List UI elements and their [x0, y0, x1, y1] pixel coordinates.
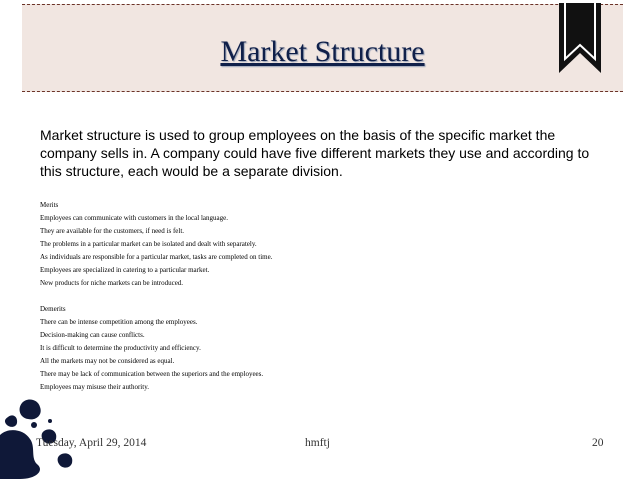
merit-item: As individuals are responsible for a particular market, tasks are completed on time. [40, 253, 273, 261]
footer-date: Tuesday, April 29, 2014 [36, 437, 147, 449]
title-band [22, 4, 623, 92]
demerit-item: There may be lack of communication between the superiors and the employees. [40, 370, 264, 378]
footer-page-number: 20 [592, 437, 604, 449]
merit-item: The problems in a particular market can be isolated and dealt with separately. [40, 240, 257, 248]
intro-paragraph: Market structure is used to group employees on the basis of the specific market the company sells in. A company could have five different markets they use and according to this structure, each would be a separate division. [40, 127, 590, 179]
merit-item: Employees are specialized in catering to a particular market. [40, 266, 210, 274]
demerit-item: It is difficult to determine the productivity and efficiency. [40, 344, 201, 352]
demerit-item: Employees may misuse their authority. [40, 383, 149, 391]
slide-title: Market Structure [220, 35, 425, 68]
merit-item: New products for niche markets can be introduced. [40, 279, 184, 287]
footer-author: hmftj [305, 437, 330, 449]
demerits-heading: Demerits [40, 305, 66, 313]
demerit-item: All the markets may not be considered as equal. [40, 357, 175, 365]
merit-item: Employees can communicate with customers in the local language. [40, 214, 228, 222]
demerit-item: Decision-making can cause conflicts. [40, 331, 145, 339]
merits-heading: Merits [40, 201, 59, 209]
demerit-item: There can be intense competition among the employees. [40, 318, 198, 326]
bookmark-icon [559, 3, 601, 77]
merit-item: They are available for the customers, if need is felt. [40, 227, 185, 235]
